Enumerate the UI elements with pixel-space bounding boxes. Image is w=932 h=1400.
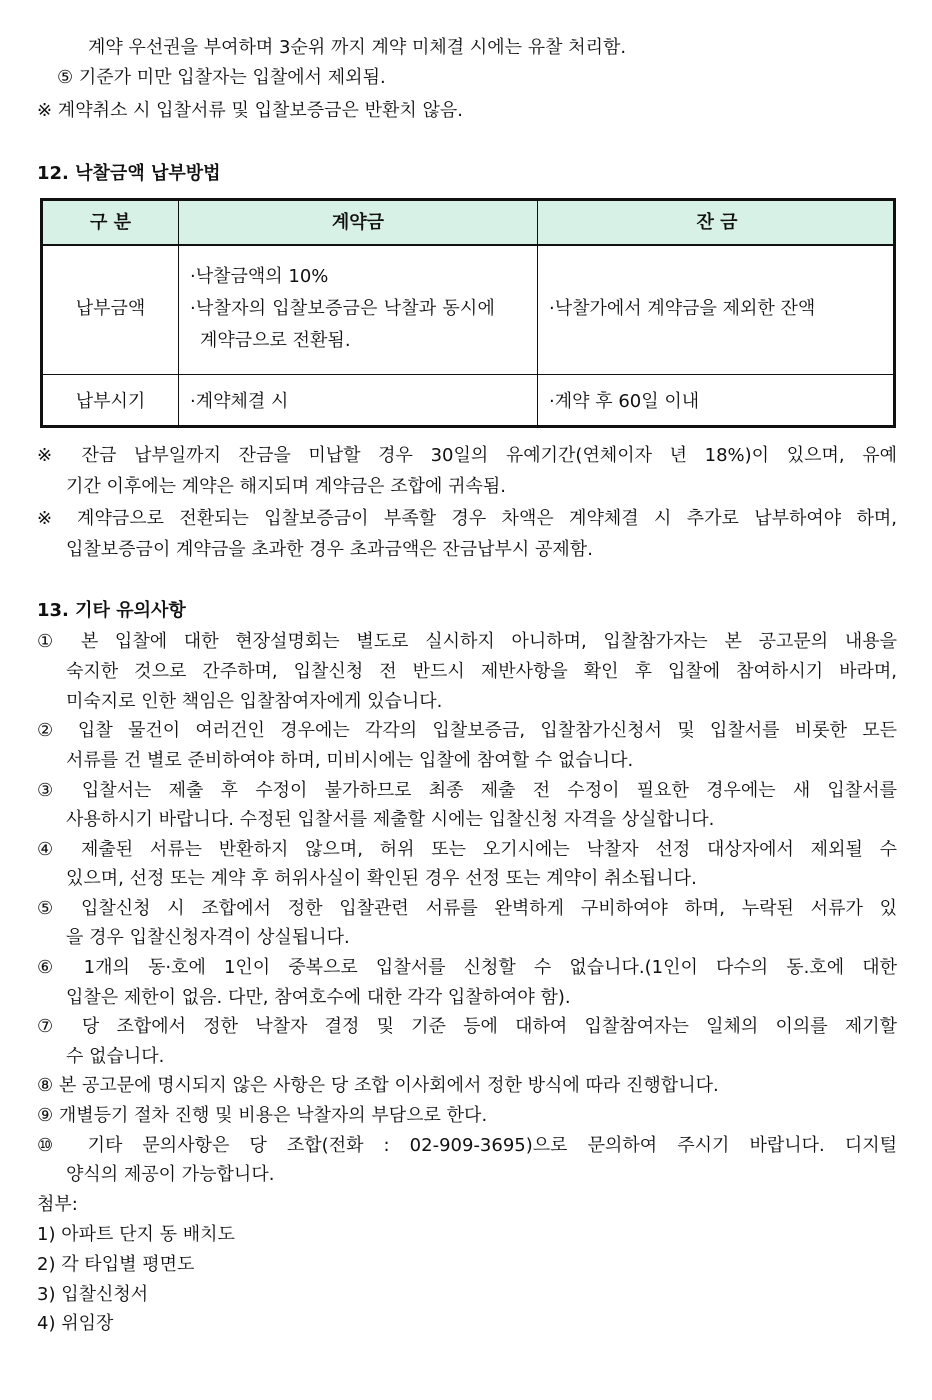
- item-4-line-1: ④ 제출된 서류는 반환하지 않으며, 허위 또는 오기시에는 낙찰자 선정 대상자에서 제외될 수: [37, 839, 897, 860]
- section-12-title: 12. 낙찰금액 납부방법: [37, 163, 221, 184]
- top-line-3: ※ 계약취소 시 입찰서류 및 입찰보증금은 반환치 않음.: [37, 100, 464, 121]
- attachment-item-4: 4) 위임장: [37, 1313, 114, 1334]
- attachment-item-2: 2) 각 타입별 평면도: [37, 1254, 195, 1275]
- table-header-category: 구 분: [89, 212, 132, 233]
- note-1-line-2: 기간 이후에는 계약은 해지되며 계약금은 조합에 귀속됨.: [66, 476, 506, 497]
- table-row-2-deposit: ·계약체결 시: [190, 391, 289, 412]
- section-13-title: 13. 기타 유의사항: [37, 600, 186, 621]
- payment-table: [40, 198, 896, 428]
- item-6-line-1: ⑥ 1개의 동·호에 1인이 중복으로 입찰서를 신청할 수 없습니다.(1인이 다수의 동.호에 대한: [37, 957, 897, 978]
- item-7-line-1: ⑦ 당 조합에서 정한 낙찰자 결정 및 기준 등에 대하여 입찰참여자는 일체의 이의를 제기할: [37, 1016, 897, 1037]
- top-line-2: ⑤ 기준가 미만 입찰자는 입찰에서 제외됨.: [57, 67, 386, 88]
- note-2-line-2: 입찰보증금이 계약금을 초과한 경우 초과금액은 잔금납부시 공제함.: [66, 539, 593, 560]
- table-header-deposit: 계약금: [331, 212, 385, 233]
- item-1-line-3: 미숙지로 인한 책임은 입찰참여자에게 있습니다.: [66, 691, 443, 712]
- attachments-label: 첨부:: [37, 1194, 78, 1215]
- table-row-1-label: 납부금액: [75, 298, 146, 319]
- table-row-2-label: 납부시기: [75, 391, 146, 412]
- item-6-line-2: 입찰은 제한이 없음. 다만, 참여호수에 대한 각각 입찰하여야 함).: [66, 987, 571, 1008]
- item-1-line-2: 숙지한 것으로 간주하며, 입찰신청 전 반드시 제반사항을 확인 후 입찰에 참여하시기 바라며,: [66, 661, 897, 682]
- note-1-line-1: ※ 잔금 납부일까지 잔금을 미납할 경우 30일의 유예기간(연체이자 년 18%)이 있으며, 유예: [37, 445, 897, 466]
- table-row-2-balance: ·계약 후 60일 이내: [549, 391, 700, 412]
- item-10-line-1: ⑩ 기타 문의사항은 당 조합(전화 : 02-909-3695)으로 문의하여 주시기 바랍니다. 디지털: [37, 1135, 897, 1156]
- table-header-balance: 잔 금: [696, 212, 738, 233]
- table-row-1-deposit-line-2: ·낙찰자의 입찰보증금은 낙찰과 동시에: [190, 298, 496, 319]
- table-row-1-deposit-line-1: ·낙찰금액의 10%: [190, 266, 329, 287]
- attachment-item-3: 3) 입찰신청서: [37, 1284, 149, 1305]
- item-2-line-1: ② 입찰 물건이 여러건인 경우에는 각각의 입찰보증금, 입찰참가신청서 및 입찰서를 비롯한 모든: [37, 720, 897, 741]
- attachment-item-1: 1) 아파트 단지 동 배치도: [37, 1224, 235, 1245]
- item-8-line-1: ⑧ 본 공고문에 명시되지 않은 사항은 당 조합 이사회에서 정한 방식에 따라 진행합니다.: [37, 1075, 719, 1096]
- item-4-line-2: 있으며, 선정 또는 계약 후 허위사실이 확인된 경우 선정 또는 계약이 취소됩니다.: [66, 868, 697, 889]
- table-row-1-deposit-line-3: 계약금으로 전환됨.: [200, 330, 351, 351]
- item-2-line-2: 서류를 건 별로 준비하여야 하며, 미비시에는 입찰에 참여할 수 없습니다.: [66, 750, 634, 771]
- table-row-1-balance: ·낙찰가에서 계약금을 제외한 잔액: [549, 298, 816, 319]
- item-9-line-1: ⑨ 개별등기 절차 진행 및 비용은 낙찰자의 부담으로 한다.: [37, 1105, 488, 1126]
- item-1-line-1: ① 본 입찰에 대한 현장설명회는 별도로 실시하지 아니하며, 입찰참가자는 본 공고문의 내용을: [37, 631, 897, 652]
- item-5-line-2: 을 경우 입찰신청자격이 상실됩니다.: [66, 927, 350, 948]
- item-3-line-2: 사용하시기 바랍니다. 수정된 입찰서를 제출할 시에는 입찰신청 자격을 상실합니다.: [66, 809, 715, 830]
- top-line-1: 계약 우선권을 부여하며 3순위 까지 계약 미체결 시에는 유찰 처리함.: [88, 37, 627, 58]
- item-10-line-2: 양식의 제공이 가능합니다.: [66, 1164, 275, 1185]
- item-5-line-1: ⑤ 입찰신청 시 조합에서 정한 입찰관련 서류를 완벽하게 구비하여야 하며, 누락된 서류가 있: [37, 898, 897, 919]
- note-2-line-1: ※ 계약금으로 전환되는 입찰보증금이 부족할 경우 차액은 계약체결 시 추가로 납부하여야 하며,: [37, 508, 897, 529]
- item-7-line-2: 수 없습니다.: [66, 1046, 165, 1067]
- item-3-line-1: ③ 입찰서는 제출 후 수정이 불가하므로 최종 제출 전 수정이 필요한 경우에는 새 입찰서를: [37, 780, 897, 801]
